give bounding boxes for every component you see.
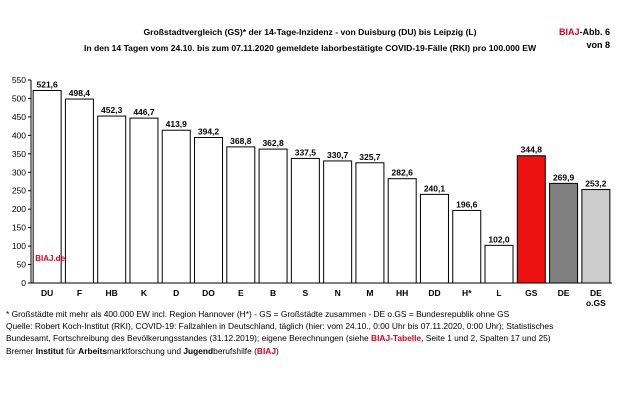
value-label: 452,3 bbox=[101, 105, 123, 116]
bar-n bbox=[324, 161, 352, 283]
y-tick-label: 550 bbox=[11, 75, 26, 85]
y-tick-label: 50 bbox=[16, 259, 26, 270]
footnote bbox=[6, 308, 614, 357]
institute-text: Bremer bbox=[6, 345, 36, 356]
x-tick-label: DE bbox=[557, 288, 570, 298]
value-label: 362,8 bbox=[262, 138, 284, 149]
value-label: 330,7 bbox=[326, 149, 349, 160]
x-tick-label: HB bbox=[105, 288, 118, 298]
bar-b bbox=[259, 149, 287, 283]
y-tick-label: 100 bbox=[11, 241, 26, 252]
x-tick-label: DD bbox=[428, 288, 441, 298]
x-tick-label: K bbox=[140, 288, 148, 298]
y-tick-label: 200 bbox=[11, 204, 26, 215]
bar-k bbox=[130, 118, 158, 283]
footnote-source-text-end: , Seite 1 und 2, Spalten 17 und 25) bbox=[421, 333, 551, 344]
x-tick-label: L bbox=[496, 288, 502, 298]
footnote-source-text: Bundesamt, Fortschreibung des Bevölkerungsstandes (31.12.2019); eigene Berechnungen (siehe bbox=[6, 333, 372, 344]
footnote-table-link: BIAJ-Tabelle bbox=[371, 333, 422, 344]
y-tick-label: 450 bbox=[11, 111, 26, 122]
value-label: 446,7 bbox=[133, 107, 155, 118]
institute-brand: BIAJ bbox=[256, 345, 277, 356]
value-label: 196,6 bbox=[456, 199, 478, 210]
x-tick-label: H* bbox=[462, 288, 472, 298]
value-label: 240,1 bbox=[423, 183, 446, 194]
x-tick-label: S bbox=[302, 288, 309, 298]
badge-brand: BIAJ bbox=[558, 27, 580, 37]
bar-de bbox=[550, 183, 578, 283]
value-label: 337,5 bbox=[294, 147, 317, 158]
value-label: 413,9 bbox=[165, 119, 187, 130]
institute-text: marktforschung und bbox=[107, 345, 184, 356]
bar-l bbox=[485, 245, 513, 283]
footnote-source: Quelle: Robert Koch-Institut (RKI), COVID-19: Fallzahlen in Deutschland, täglich (hier: vom 24.10., 0:00 Uhr bis 07.11.2020, 0:00 Uhr); Statistisches bbox=[6, 321, 554, 332]
y-tick-label: 300 bbox=[11, 167, 26, 178]
x-tick-label: D bbox=[173, 288, 180, 298]
bar-do bbox=[195, 138, 223, 283]
y-tick-label: 250 bbox=[11, 185, 26, 196]
institute-bold: Arbeits bbox=[78, 345, 108, 356]
value-label: 344,8 bbox=[520, 144, 542, 155]
x-tick-label: E bbox=[237, 288, 244, 298]
badge-figure-count: von 8 bbox=[586, 40, 610, 50]
value-label: 269,9 bbox=[552, 172, 575, 183]
bar-gs bbox=[517, 156, 545, 283]
institute-bold: Jugend bbox=[183, 345, 214, 356]
x-tick-label: M bbox=[366, 288, 374, 298]
y-tick-label: 0 bbox=[21, 278, 26, 288]
x-tick-label: DO bbox=[202, 288, 215, 298]
x-tick-label: GS bbox=[525, 288, 538, 298]
value-label: 282,6 bbox=[391, 167, 413, 178]
value-label: 521,6 bbox=[36, 79, 58, 90]
value-label: 102,0 bbox=[488, 234, 510, 245]
y-tick-label: 400 bbox=[11, 130, 26, 141]
institute-text: für bbox=[63, 345, 79, 356]
institute-text: berufshilfe ( bbox=[213, 345, 257, 356]
y-tick-label: 500 bbox=[11, 93, 26, 104]
bar-s bbox=[291, 158, 319, 283]
bar-h- bbox=[453, 210, 481, 283]
x-tick-label: DE bbox=[589, 288, 602, 298]
bar-m bbox=[356, 163, 384, 283]
institute-bold: Institut bbox=[35, 345, 64, 356]
value-label: 325,7 bbox=[359, 151, 381, 162]
bar-de-o-gs bbox=[582, 190, 610, 283]
y-tick-label: 150 bbox=[11, 222, 26, 233]
x-tick-label: F bbox=[76, 288, 83, 298]
bar-dd bbox=[420, 194, 448, 283]
bar-f bbox=[65, 99, 93, 283]
y-tick-label: 350 bbox=[11, 148, 26, 159]
footnote-definitions: * Großstädte mit mehr als 400.000 EW incl. Region Hannover (H*) - GS = Großstädte zusammen - DE o.GS = Bundesrepublik ohne GS bbox=[6, 309, 510, 319]
chart-title: Großstadtvergleich (GS)* der 14-Tage-Inzidenz - von Duisburg (DU) bis Leipzig (L) bbox=[143, 27, 477, 37]
x-tick-label: DU bbox=[40, 288, 54, 298]
value-label: 498,4 bbox=[68, 88, 91, 99]
bar-hh bbox=[388, 179, 416, 283]
x-tick-label: N bbox=[334, 288, 341, 298]
watermark: BIAJ.de bbox=[35, 254, 66, 263]
x-tick-label: HH bbox=[396, 288, 409, 298]
footnote-institute bbox=[6, 345, 614, 357]
bar-hb bbox=[98, 116, 126, 283]
bar-d bbox=[162, 130, 190, 283]
value-label: 394,2 bbox=[197, 126, 220, 137]
x-tick-label: o.GS bbox=[585, 298, 606, 308]
chart-subtitle: In den 14 Tagen vom 24.10. bis zum 07.11.2020 gemeldete laborbestätigte COVID-19-Fälle (RKI) pro 100.000 EW bbox=[83, 43, 537, 53]
value-label: 368,8 bbox=[230, 135, 252, 146]
value-label: 253,2 bbox=[585, 178, 607, 189]
footnote-source-continued bbox=[6, 332, 614, 344]
institute-text: ) bbox=[276, 345, 279, 356]
badge-figure-number: -Abb. 6 bbox=[579, 27, 610, 37]
bar-e bbox=[227, 147, 255, 283]
x-tick-label: B bbox=[270, 288, 277, 298]
